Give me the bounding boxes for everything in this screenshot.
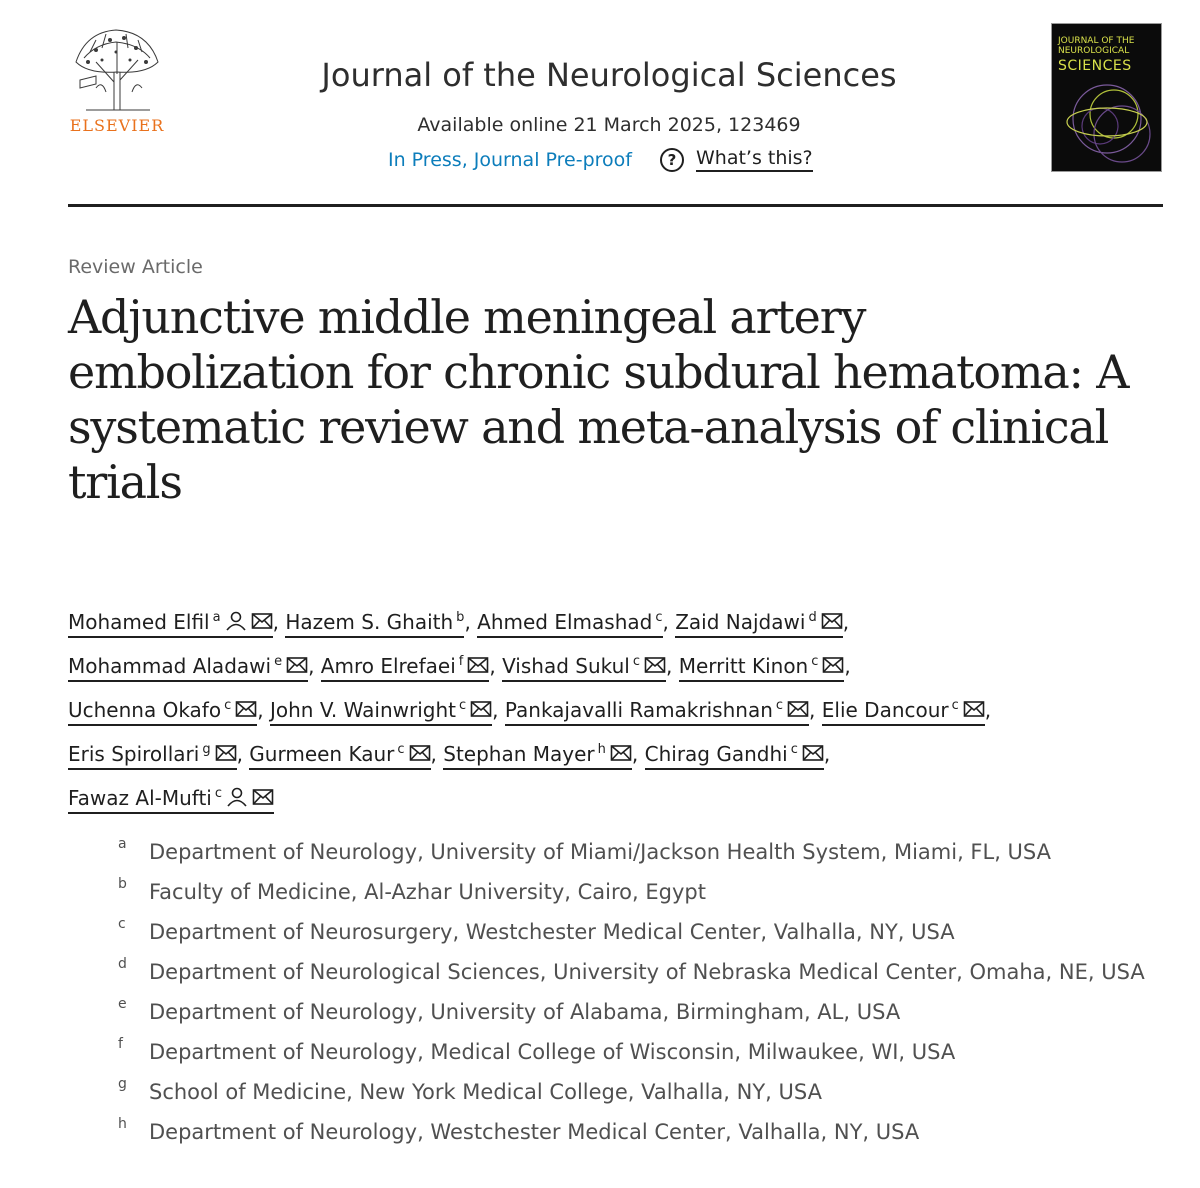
affiliation-label: g xyxy=(118,1076,127,1092)
author-name: Zaid Najdawi xyxy=(675,610,806,634)
affiliation-label: b xyxy=(118,876,127,892)
author-link[interactable] xyxy=(68,698,257,726)
author-separator: , xyxy=(492,698,505,722)
mail-icon xyxy=(470,699,492,719)
author-link[interactable] xyxy=(270,698,492,726)
affiliation-item xyxy=(118,912,1168,952)
affiliation-superscript: e xyxy=(274,654,283,669)
affiliation-superscript: c xyxy=(224,698,232,713)
mail-icon xyxy=(963,699,985,719)
affiliation-superscript: c xyxy=(951,698,959,713)
mail-icon xyxy=(409,743,431,763)
mail-icon xyxy=(644,655,666,675)
affiliation-superscript: c xyxy=(775,698,784,713)
affiliation-label: a xyxy=(118,836,127,852)
affiliation-list xyxy=(118,832,1168,1152)
author-separator: , xyxy=(809,698,822,722)
author-separator: , xyxy=(236,742,250,766)
author-name: Fawaz Al-Mufti xyxy=(68,786,212,810)
author-link[interactable] xyxy=(249,742,430,770)
mail-icon xyxy=(235,699,257,719)
author-separator: , xyxy=(489,654,503,678)
mail-icon xyxy=(822,655,844,675)
author-separator: , xyxy=(272,610,286,634)
affiliation-superscript: a xyxy=(212,610,221,625)
affiliation-superscript: c xyxy=(790,742,798,757)
journal-title[interactable]: Journal of the Neurological Sciences xyxy=(321,56,897,94)
affiliation-superscript: f xyxy=(458,654,464,669)
mail-icon xyxy=(251,611,273,631)
author-link[interactable] xyxy=(321,654,490,682)
author-link[interactable] xyxy=(505,698,809,726)
author-separator: , xyxy=(823,742,837,766)
author-separator: , xyxy=(464,610,478,634)
author-link[interactable] xyxy=(675,610,842,638)
header-divider xyxy=(68,204,1163,207)
affiliation-superscript: g xyxy=(202,742,211,757)
affiliation-text: Department of Neurology, Westchester Medical Center, Valhalla, NY, USA xyxy=(149,1120,920,1144)
affiliation-item xyxy=(118,1072,1168,1112)
affiliation-superscript: c xyxy=(811,654,819,669)
author-name: Uchenna Okafo xyxy=(68,698,222,722)
author-link[interactable] xyxy=(822,698,985,726)
cover-title-line2: NEUROLOGICAL xyxy=(1058,46,1130,56)
mail-icon xyxy=(787,699,809,719)
author-separator: , xyxy=(631,742,645,766)
affiliation-superscript: c xyxy=(632,654,640,669)
affiliation-item xyxy=(118,1112,1168,1152)
available-online: Available online 21 March 2025, 123469 xyxy=(417,114,801,136)
author-name: Merritt Kinon xyxy=(678,654,809,678)
author-separator: , xyxy=(257,698,270,722)
author-list xyxy=(68,598,1168,818)
whats-this-label: What’s this? xyxy=(696,147,813,172)
affiliation-text: Department of Neurology, University of Alabama, Birmingham, AL, USA xyxy=(149,1000,901,1024)
author-link[interactable] xyxy=(285,610,464,638)
journal-pre-proof-link[interactable]: In Press, Journal Pre-proof xyxy=(388,148,632,171)
journal-cover[interactable] xyxy=(1051,23,1162,172)
affiliation-item xyxy=(118,992,1168,1032)
author-name: Mohamed Elfil xyxy=(68,610,210,634)
status-row xyxy=(388,147,813,172)
author-name: Hazem S. Ghaith xyxy=(285,610,454,634)
article-type: Review Article xyxy=(68,256,203,278)
affiliation-item xyxy=(118,952,1168,992)
author-link[interactable] xyxy=(679,654,845,682)
author-name: Ahmed Elmashad xyxy=(477,610,653,634)
affiliation-superscript: b xyxy=(456,610,465,625)
mail-icon xyxy=(610,743,632,763)
affiliation-text: Faculty of Medicine, Al-Azhar University, Cairo, Egypt xyxy=(149,880,706,904)
author-separator: , xyxy=(666,654,679,678)
affiliation-label: e xyxy=(118,996,127,1012)
affiliation-text: Department of Neurosurgery, Westchester Medical Center, Valhalla, NY, USA xyxy=(149,920,955,944)
publisher-name: ELSEVIER xyxy=(69,116,165,135)
affiliation-label: h xyxy=(118,1116,127,1132)
person-icon xyxy=(226,787,248,807)
affiliation-label: d xyxy=(118,956,127,972)
mail-icon xyxy=(286,655,308,675)
affiliation-superscript: c xyxy=(458,698,467,713)
author-name: Amro Elrefaei xyxy=(320,654,456,678)
author-separator: , xyxy=(844,654,858,678)
question-icon: ? xyxy=(660,148,684,172)
author-name: Mohammad Aladawi xyxy=(68,654,272,678)
person-icon xyxy=(225,611,247,631)
author-name: Vishad Sukul xyxy=(502,654,630,678)
author-link[interactable] xyxy=(502,654,666,682)
author-separator: , xyxy=(842,610,856,634)
affiliation-superscript: d xyxy=(808,610,817,625)
author-separator: , xyxy=(308,654,321,678)
affiliation-text: Department of Neurological Sciences, University of Nebraska Medical Center, Omaha, NE, USA xyxy=(149,960,1145,984)
author-name: Elie Dancour xyxy=(821,698,949,722)
mail-icon xyxy=(802,743,824,763)
affiliation-label: c xyxy=(118,916,126,932)
author-separator: , xyxy=(984,698,998,722)
affiliation-item xyxy=(118,872,1168,912)
author-link[interactable] xyxy=(443,742,632,770)
author-link[interactable] xyxy=(68,742,237,770)
affiliation-text: Department of Neurology, Medical College of Wisconsin, Milwaukee, WI, USA xyxy=(149,1040,956,1064)
author-name: Pankajavalli Ramakrishnan xyxy=(504,698,773,722)
cover-art xyxy=(1052,64,1162,172)
mail-icon xyxy=(215,743,237,763)
article-title: Adjunctive middle meningeal artery embolization for chronic subdural hematoma: A systematic review and meta-analysis of clinical trials xyxy=(68,290,1129,509)
author-separator: , xyxy=(430,742,444,766)
author-name: John V. Wainwright xyxy=(269,698,456,722)
author-name: Chirag Gandhi xyxy=(644,742,788,766)
affiliation-text: School of Medicine, New York Medical College, Valhalla, NY, USA xyxy=(149,1080,822,1104)
mail-icon xyxy=(821,611,843,631)
cover-title-line1: JOURNAL OF THE xyxy=(1058,36,1135,46)
mail-icon xyxy=(252,787,274,807)
affiliation-item xyxy=(118,1032,1168,1072)
affiliation-label: f xyxy=(118,1036,123,1052)
affiliation-item xyxy=(118,832,1168,872)
author-link[interactable] xyxy=(68,786,274,814)
affiliation-superscript: c xyxy=(397,742,405,757)
affiliation-superscript: c xyxy=(214,786,223,801)
author-link[interactable] xyxy=(477,610,662,638)
author-link[interactable] xyxy=(68,610,273,638)
mail-icon xyxy=(467,655,489,675)
cover-title-line3: SCIENCES xyxy=(1058,58,1132,74)
affiliation-superscript: c xyxy=(655,610,663,625)
affiliation-superscript: h xyxy=(597,742,606,757)
author-link[interactable] xyxy=(68,654,308,682)
affiliation-text: Department of Neurology, University of Miami/Jackson Health System, Miami, FL, USA xyxy=(149,840,1052,864)
author-name: Eris Spirollari xyxy=(68,742,200,766)
author-separator: , xyxy=(662,610,676,634)
author-link[interactable] xyxy=(645,742,824,770)
whats-this-button[interactable] xyxy=(660,147,813,172)
author-name: Stephan Mayer xyxy=(443,742,595,766)
author-name: Gurmeen Kaur xyxy=(249,742,395,766)
